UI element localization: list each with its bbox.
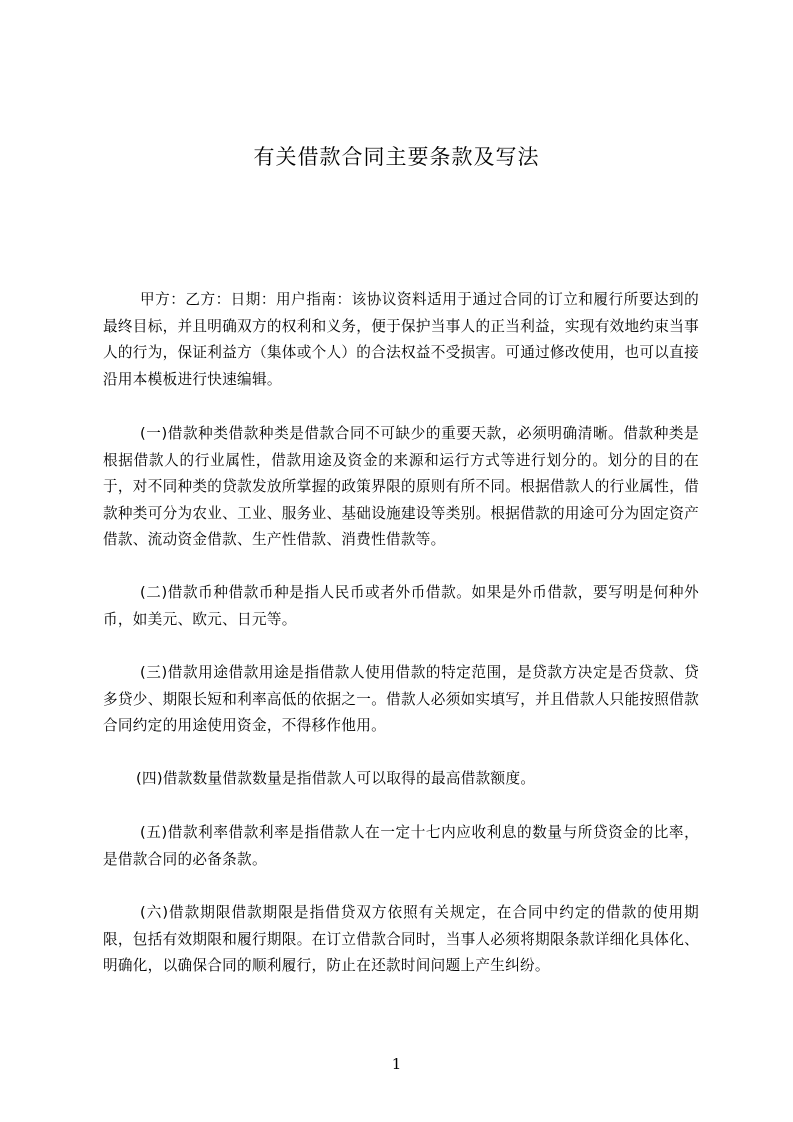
clause-loan-term: (六)借款期限借款期限是指借贷双方依照有关规定，在合同中约定的借款的使用期限，包括有效期限和履行期限。在订立借款合同时，当事人必须将期限条款详细化具体化、明确化，以确保合同的顺利履行，防止在还款时间问题上产生纠纷。 (103, 904, 699, 974)
intro-paragraph: 甲方：乙方：日期：用户指南：该协议资料适用于通过合同的订立和履行所要达到的最终目标，并且明确双方的权利和义务，便于保护当事人的正当利益，实现有效地约束当事人的行为，保证利益方（集体或个人）的合法权益不受损害。可通过修改使用，也可以直接沿用本模板进行快速编辑。 (103, 291, 699, 388)
page-number: 1 (391, 1055, 402, 1073)
clause-loan-interest-rate: (五)借款利率借款利率是指借款人在一定十七内应收利息的数量与所贷资金的比率，是借款合同的必备条款。 (103, 824, 699, 868)
clause-loan-amount: (四)借款数量借款数量是指借款人可以取得的最高借款额度。 (136, 770, 536, 787)
clause-loan-type: (一)借款种类借款种类是借款合同不可缺少的重要天款，必须明确清晰。借款种类是根据借款人的行业属性，借款用途及资金的来源和运行方式等进行划分的。划分的目的在于，对不同种类的贷款发放所掌握的政策界限的原则有所不同。根据借款人的行业属性，借款种类可分为农业、工业、服务业、基础设施建设等类别。根据借款的用途可分为固定资产借款、流动资金借款、生产性借款、消费性借款等。 (103, 425, 699, 548)
clause-loan-currency: (二)借款币种借款币种是指人民币或者外币借款。如果是外币借款，要写明是何种外币，如美元、欧元、日元等。 (103, 584, 699, 628)
clause-loan-purpose: (三)借款用途借款用途是指借款人使用借款的特定范围，是贷款方决定是否贷款、贷多贷少、期限长短和利率高低的依据之一。借款人必须如实填写，并且借款人只能按照借款合同约定的用途使用资金，不得移作他用。 (103, 664, 699, 734)
document-title: 有关借款合同主要条款及写法 (253, 145, 540, 169)
